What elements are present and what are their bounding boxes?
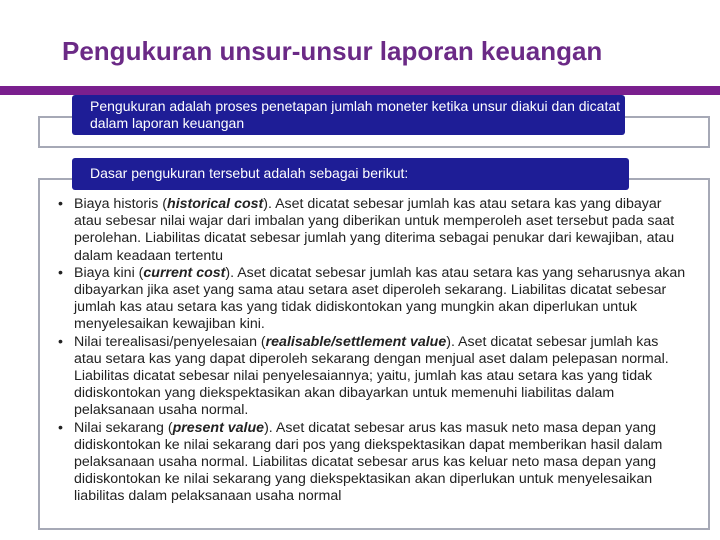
bullet-term: present value <box>172 419 265 436</box>
bullet-text: ). Aset dicatat sebesar jumlah kas atau setara kas yang dibayar atau sebesar nilai wajar dari imbalan yang diberikan untuk memperoleh aset tersebut pada saat perolehan. Liabilitas dicatat sebesar jumlah yang diterima sebagai penukar dari kewajiban, atau dalam keadaan tertentu <box>74 196 675 264</box>
bullet-term: historical cost <box>167 196 264 212</box>
bullet-lead: Nilai sekarang ( <box>74 419 173 436</box>
measurement-basis-list <box>52 196 686 506</box>
bullet-icon: • <box>58 419 63 436</box>
bullet-lead: Biaya historis ( <box>74 196 168 212</box>
bullet-text: ). Aset dicatat sebesar jumlah kas atau setara kas yang seharusnya akan dibayarkan jika aset yang sama atau setara aset diperoleh sekarang. Liabilitas dicatat sebesar jumlah kas atau setara kas yang tidak didiskontokan yang mungkin akan diperlukan untuk menyelesaikan kewajiban kini. <box>74 264 686 333</box>
list-item <box>52 196 686 265</box>
list-item <box>52 334 686 420</box>
bullet-term: realisable/settlement value <box>265 333 447 350</box>
bullet-icon: • <box>58 196 63 212</box>
bullet-icon: • <box>58 333 63 350</box>
list-item <box>52 265 686 334</box>
bullet-icon: • <box>58 264 63 281</box>
bullet-lead: Nilai terealisasi/penyelesaian ( <box>74 333 266 350</box>
basis-heading-box: Dasar pengukuran tersebut adalah sebagai berikut: <box>72 158 629 190</box>
definition-box: Pengukuran adalah proses penetapan jumlah moneter ketika unsur diakui dan dicatat dalam laporan keuangan <box>72 95 625 135</box>
bullet-term: current cost <box>143 264 226 281</box>
page-title: Pengukuran unsur-unsur laporan keuangan <box>62 36 603 66</box>
list-item <box>52 420 686 506</box>
bullet-lead: Biaya kini ( <box>74 264 144 281</box>
title-divider <box>0 86 720 95</box>
bullet-text: ). Aset dicatat sebesar jumlah kas atau setara kas yang dapat diperoleh sekarang dengan menjual aset dalam pelepasan normal. Liabilitas dicatat sebesar nilai penyelesaiannya; yaitu, jumlah kas atau setara kas yang tidak didiskontokan yang diekspektasikan akan dibayarkan untuk memenuhi liabilitas dalam pelaksanaan usaha normal. <box>74 333 669 419</box>
frame-line <box>38 146 710 148</box>
bullet-text: ). Aset dicatat sebesar arus kas masuk neto masa depan yang didiskontokan ke nilai sekarang dari pos yang diekspektasikan dapat memberikan hasil dalam pelaksanaan usaha normal. Liabilitas dicatat sebesar arus kas keluar neto masa depan yang didiskontokan ke nilai sekarang yang diekspektasikan akan diperlukan untuk menyelesaikan liabilitas dalam pelaksanaan usaha normal <box>74 419 663 505</box>
